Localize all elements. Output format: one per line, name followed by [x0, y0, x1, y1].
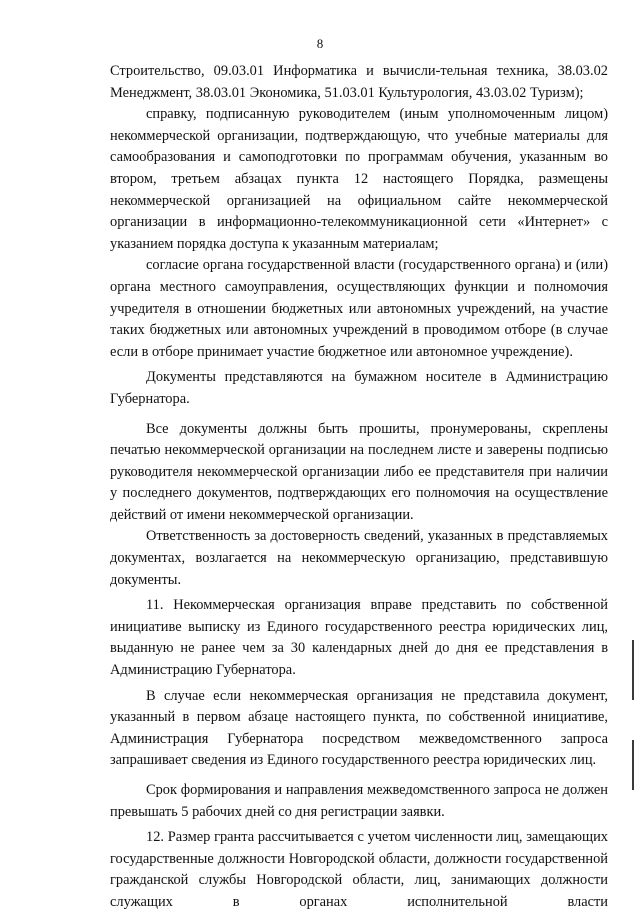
scan-edge-mark — [632, 640, 634, 700]
paragraph-certificate: справку, подписанную руководителем (иным уполномоченным лицом) некоммерческой организации, подтверждающую, что учебные материалы для самообразования и самоподготовки по программам обучения, указанным во втором, третьем абзацах пункта 12 настоящего Порядка, размещены некоммерческой организацией на официальном сайте некоммерческой организации в информационно-телекоммуникационной сети «Интернет» с указанием порядка доступа к указанным материалам; — [110, 106, 608, 252]
paragraph-clause-11: 11. Некоммерческая организация вправе представить по собственной инициативе выписку из Единого государственного реестра юридических лиц, выданную не ранее чем за 30 календарных дней до дня ее представления в Администрацию Губернатора. — [110, 597, 608, 679]
paragraph-request-deadline: Срок формирования и направления межведомственного запроса не должен превышать 5 рабочих дней со дня регистрации заявки. — [110, 782, 608, 820]
paragraph-interagency-request: В случае если некоммерческая организация не представила документ, указанный в первом абзаце настоящего пункта, по собственной инициативе, Администрация Губернатора посредством межведомственного запроса запрашивает сведения из Единого государственного реестра юридических лиц. — [110, 687, 608, 769]
paragraph-submission: Документы представляются на бумажном носителе в Администрацию Губернатора. — [110, 369, 608, 407]
paragraph-specialties-continuation: Строительство, 09.03.01 Информатика и вычисли-тельная техника, 38.03.02 Менеджмент, 38.03.01 Экономика, 51.03.01 Культурология, 43.03.02 Туризм); — [110, 63, 608, 101]
paragraph-responsibility: Ответственность за достоверность сведений, указанных в представляемых документах, возлагается на некоммерческую организацию, представившую документы. — [110, 528, 608, 588]
paragraph-binding-requirements: Все документы должны быть прошиты, пронумерованы, скреплены печатью некоммерческой организации на последнем листе и заверены подписью руководителя некоммерческой организации либо ее представителя при наличии у последнего документов, подтверждающих его полномочия на осуществление действий от имени некоммерческой организации. — [110, 420, 608, 523]
document-body — [110, 61, 608, 914]
scan-edge-mark — [632, 740, 634, 790]
paragraph-consent: согласие органа государственной власти (государственного органа) и (или) органа местного самоуправления, осуществляющих функции и полномочия учредителя в отношении бюджетных или автономных учреждений, на участие таких бюджетных или автономных учреждений в проводимом отборе (в случае если в отборе принимает участие бюджетное или автономное учреждение). — [110, 257, 608, 360]
paragraph-clause-12: 12. Размер гранта рассчитывается с учетом численности лиц, замещающих государственные должности Новгородской области, должности государственной гражданской службы Новгородской области, лиц, занимающих должности служащих в органах исполнительной власти — [110, 829, 608, 910]
page-number: 8 — [316, 36, 324, 51]
